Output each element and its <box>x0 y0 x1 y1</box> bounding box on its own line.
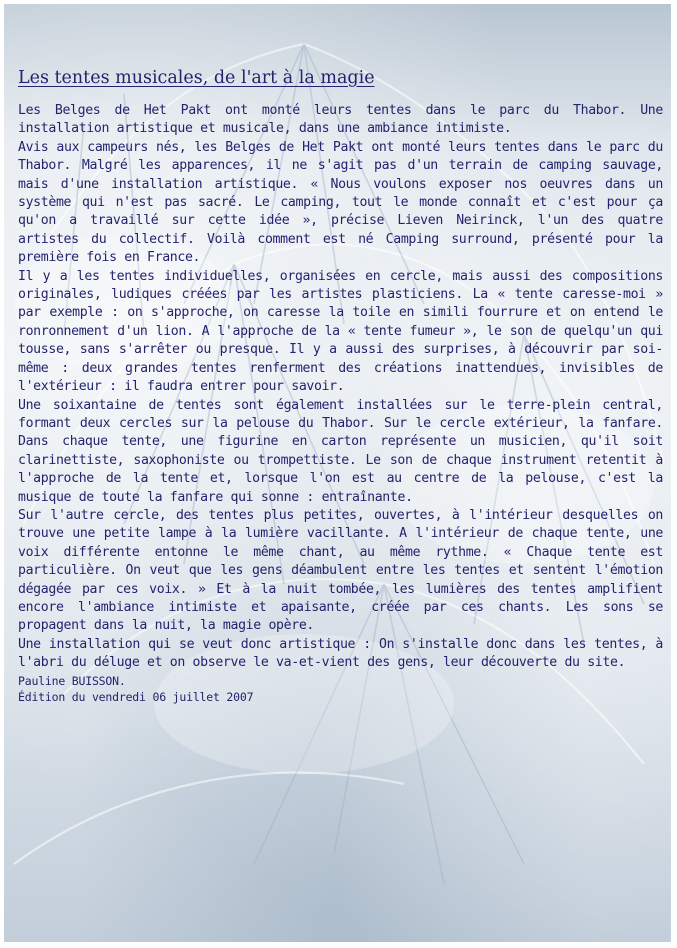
article-title: Les tentes musicales, de l'art à la magie <box>18 68 375 88</box>
article-lead-paragraph: Les Belges de Het Pakt ont monté leurs tentes dans le parc du Thabor. Une installation artistique et musicale, dans une ambiance intimiste. <box>18 103 663 137</box>
article-body <box>18 68 663 705</box>
article-paragraph: Une installation qui se veut donc artistique : On s'installe donc dans les tentes, à l'abri du déluge et on observe le va-et-vient des gens, leur découverte du site. <box>18 636 663 671</box>
article-paragraph: Sur l'autre cercle, des tentes plus petites, ouvertes, à l'intérieur desquelles on trouve une petite lampe à la lumière vacillante. A l'intérieur de chaque tente, une voix différente entonne le même chant, au même rythme. « Chaque tente est particulière. On veut que les gens déambulent entre les tentes et sentent l'émotion dégagée par ces voix. » Et à la nuit tombée, les lumières des tentes amplifient encore l'ambiance intimiste et apaisante, créée par ces chants. Les sons se propagent dans la nuit, la magie opère. <box>18 507 663 634</box>
article-paragraph: Il y a les tentes individuelles, organisées en cercle, mais aussi des compositions originales, ludiques créées par les artistes plasticiens. La « tente caresse-moi » par exemple : on s'approche, on caresse la toile en simili fourrure et on entend le ronronnement d'un lion. A l'approche de la « tente fumeur », le son de quelqu'un qui tousse, sans s'arrêter ou presque. Il y a aussi des surprises, à découvrir par soi-même : deux grandes tentes renferment des créations inattendues, invisibles de l'extérieur : il faudra entrer pour savoir. <box>18 268 663 395</box>
edition-date: Édition du vendredi 06 juillet 2007 <box>18 689 254 704</box>
article-paragraph: Une soixantaine de tentes sont également installées sur le terre-plein central, formant deux cercles sur la pelouse du Thabor. Sur le cercle extérieur, la fanfare. Dans chaque tente, une figurine en carton représente un musicien, qu'il soit clarinettiste, saxophoniste ou trompettiste. Le son de chaque instrument retentit à l'approche de la tente et, lorsque l'on est au centre de la pelouse, c'est la musique de toute la fanfare qui sonne : entraînante. <box>18 397 663 505</box>
article-paragraph: Avis aux campeurs nés, les Belges de Het Pakt ont monté leurs tentes dans le parc du Thabor. Malgré les apparences, il ne s'agit pas d'un terrain de camping sauvage, mais d'une installation artistique. « Nous voulons exposer nos oeuvres dans un système qui n'est pas sacré. Le camping, tout le monde connaît et c'est pour ça qu'on a travaillé sur cette idée », précise Lieven Neirinck, l'un des quatre artistes du collectif. Voilà comment est né Camping surround, présenté pour la première fois en France. <box>18 139 663 266</box>
author-byline: Pauline BUISSON. <box>18 673 126 688</box>
article-page <box>4 4 671 942</box>
